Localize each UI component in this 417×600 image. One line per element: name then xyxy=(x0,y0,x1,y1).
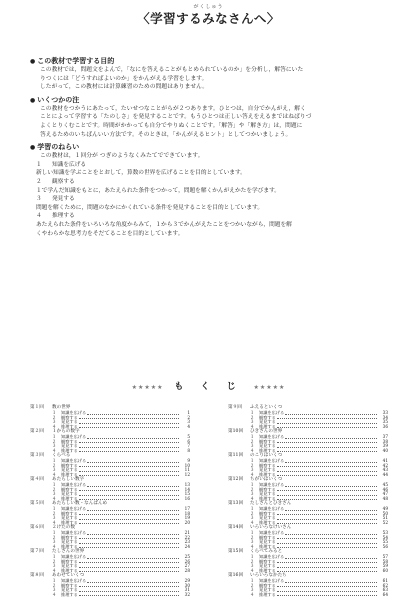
page-number: 25 xyxy=(184,554,190,559)
page-number: 22 xyxy=(184,534,190,540)
page-number: 26 xyxy=(184,558,190,564)
toc-sub-item: １ 知識を広げる 17 xyxy=(52,506,190,511)
page-number: 6 xyxy=(187,438,190,444)
title-block xyxy=(0,4,417,27)
page-number: 35 xyxy=(382,419,388,424)
toc-sub-item: ２ 観察する 58 xyxy=(250,558,388,564)
page-number: 43 xyxy=(382,467,388,472)
page-number: 10 xyxy=(184,462,190,468)
toc-chapter xyxy=(228,477,388,501)
page-number: 53 xyxy=(382,530,388,535)
toc-chapter xyxy=(30,525,190,549)
page-number: 15 xyxy=(184,491,190,496)
chapter-number: 第14回 xyxy=(228,525,244,530)
section-heading-label: この教材で学習する目的 xyxy=(37,57,115,65)
page-number: 7 xyxy=(187,443,190,448)
toc-sub-item: ３ 発見する 19 xyxy=(52,515,190,520)
toc-sub-item: ２ 観察する 14 xyxy=(52,486,190,492)
page-number: 64 xyxy=(382,591,388,597)
page-number: 36 xyxy=(382,423,388,429)
chapter-title: いろいろなけいさん xyxy=(250,525,292,530)
toc-sub-item: ４ 推理する 20 xyxy=(52,519,190,525)
page-number: 29 xyxy=(184,578,190,583)
paragraph-line: この教材は，１回分が つぎのようなくみたてでできています。 xyxy=(40,153,204,160)
page-number: 42 xyxy=(382,462,388,468)
chapter-title: くらべる xyxy=(52,453,71,458)
toc-chapter xyxy=(30,549,190,573)
toc-sub-item: １ 知識を広げる 37 xyxy=(250,434,388,439)
page-number: 3 xyxy=(187,419,190,424)
aim-item: １ 知識を広げる xyxy=(36,161,87,168)
toc-sub-item: ４ 推理する 28 xyxy=(52,567,190,573)
toc-sub-item: ４ 推理する 16 xyxy=(52,495,190,501)
toc-sub-item: ４ 推理する 32 xyxy=(52,591,190,597)
toc-chapter xyxy=(228,525,388,549)
star-decoration-right: ★★★★★ xyxy=(253,384,286,391)
toc-sub-item: １ 知識を広げる 53 xyxy=(250,530,388,535)
page-number: 56 xyxy=(382,543,388,549)
toc-sub-item: １ 知識を広げる 61 xyxy=(250,578,388,583)
toc-sub-item: １ 知識を広げる 21 xyxy=(52,530,190,535)
page-number: 46 xyxy=(382,486,388,492)
toc-chapter xyxy=(30,501,190,525)
toc-sub-item: ２ 観察する 2 xyxy=(52,414,190,420)
page-number: 32 xyxy=(184,591,190,597)
page-number: 33 xyxy=(382,410,388,415)
toc-sub-item: ３ 発見する 39 xyxy=(250,443,388,448)
toc-sub-item: ３ 発見する 59 xyxy=(250,563,388,568)
page-number: 24 xyxy=(184,543,190,549)
toc-sub-item: ４ 推理する 24 xyxy=(52,543,190,549)
paragraph-line: ことによって学習する「たのしさ」を発見することです。もうひとつは正しい答えをえるまではねばりづ xyxy=(40,114,312,121)
toc-sub-item: ２ 観察する 46 xyxy=(250,486,388,492)
toc-sub-item: ２ 観察する 18 xyxy=(52,510,190,516)
toc-sub-item: ２ 観察する 22 xyxy=(52,534,190,540)
toc-title: も く じ xyxy=(174,382,243,392)
toc-column-right xyxy=(228,405,388,597)
chapter-number: 第13回 xyxy=(228,501,244,506)
page-number: 13 xyxy=(184,482,190,487)
toc-sub-item: ４ 推理する 48 xyxy=(250,495,388,501)
toc-sub-item: ３ 発見する 35 xyxy=(250,419,388,424)
bullet-icon: ● xyxy=(30,144,36,152)
toc-sub-item: ４ 推理する 64 xyxy=(250,591,388,597)
toc-heading xyxy=(0,381,417,394)
toc-sub-item: ３ 発見する 63 xyxy=(250,587,388,592)
toc-sub-item: ３ 発見する 27 xyxy=(52,563,190,568)
intro-text xyxy=(30,57,398,238)
toc-chapter xyxy=(228,453,388,477)
page-number: 55 xyxy=(382,539,388,544)
page-number: 8 xyxy=(187,447,190,453)
page-number: 1 xyxy=(187,410,190,415)
aim-desc: 問題を解くために，問題のなかにかくれている条件を発見することを目的としています。 xyxy=(36,204,264,211)
page-number: 51 xyxy=(382,515,388,520)
aim-item: ４ 推理する xyxy=(36,213,75,220)
page-number: 47 xyxy=(382,491,388,496)
toc-sub-item: ３ 発見する 3 xyxy=(52,419,190,424)
toc-chapter xyxy=(228,429,388,453)
toc-sub-item: １ 知識を広げる 1 xyxy=(52,410,190,415)
page-number: 21 xyxy=(184,530,190,535)
chapter-title: あたらしい数・なんばんめ xyxy=(52,501,108,506)
page-number: 4 xyxy=(187,423,190,429)
aim-item: ３ 発見する xyxy=(36,196,75,203)
page-number: 44 xyxy=(382,471,388,477)
bullet-icon: ● xyxy=(30,96,36,104)
toc-chapter xyxy=(228,405,388,429)
paragraph-line: よくとりくむことです。時間がかかっても自分でやりぬくことです。「解答」や「解き方」は，問題に xyxy=(40,122,303,129)
page-number: 45 xyxy=(382,482,388,487)
chapter-title: ひきざんの世界 xyxy=(250,429,283,434)
toc-chapter xyxy=(30,477,190,501)
toc-chapter xyxy=(30,429,190,453)
toc-sub-item: １ 知識を広げる 41 xyxy=(250,458,388,463)
toc-sub-item: １ 知識を広げる 33 xyxy=(250,410,388,415)
toc-sub-item: ２ 観察する 50 xyxy=(250,510,388,516)
toc-sub-item: ３ 発見する 51 xyxy=(250,515,388,520)
chapter-number: 第１回 xyxy=(30,405,44,410)
chapter-title: ふえるといくつ xyxy=(250,405,283,410)
chapter-number: 第５回 xyxy=(30,501,44,506)
page-number: 19 xyxy=(184,515,190,520)
chapter-number: 第７回 xyxy=(30,549,44,554)
toc-sub-item: １ 知識を広げる 49 xyxy=(250,506,388,511)
toc-sub-item: ３ 発見する 11 xyxy=(52,467,190,472)
toc-sub-item: １ 知識を広げる 9 xyxy=(52,458,190,463)
toc-sub-item: ４ 推理する 12 xyxy=(52,471,190,477)
chapter-title: たしざんとひきざん xyxy=(250,501,292,506)
toc-chapter xyxy=(30,405,190,429)
toc-sub-item: １ 知識を広げる 45 xyxy=(250,482,388,487)
section-heading-label: 学習のねらい xyxy=(37,143,80,152)
paragraph-line: この教材をつかうにあたって，たいせつなことがらが２つあります。ひとつは，自分でかんがえ，解く xyxy=(40,105,306,112)
chapter-title: あたらしい数字 xyxy=(52,477,85,482)
page-number: 59 xyxy=(382,563,388,568)
page-number: 30 xyxy=(184,582,190,588)
toc-sub-item: ３ 発見する 43 xyxy=(250,467,388,472)
chapter-title: いろいろなかたち xyxy=(250,573,287,578)
toc-sub-item: ３ 発見する 23 xyxy=(52,539,190,544)
toc-chapter xyxy=(228,501,388,525)
page-number: 20 xyxy=(184,519,190,525)
aim-item: ２ 観察する xyxy=(36,178,75,185)
bullet-icon: ● xyxy=(30,58,36,65)
chapter-number: 第11回 xyxy=(228,453,244,458)
page-number: 16 xyxy=(184,495,190,501)
chapter-title: 数の世界 xyxy=(52,405,71,410)
toc-sub-item: ３ 発見する 7 xyxy=(52,443,190,448)
page-number: 60 xyxy=(382,567,388,573)
toc-sub-item: １ 知識を広げる 5 xyxy=(52,434,190,439)
paragraph-line: したがって，この教材には計算練習のための問題はありません。 xyxy=(40,84,209,91)
chapter-title: くらべてみると xyxy=(250,549,283,554)
chapter-number: 第15回 xyxy=(228,549,244,554)
section-heading-notes xyxy=(30,96,398,105)
page-number: 31 xyxy=(184,587,190,592)
page-number: 2 xyxy=(187,414,190,420)
aim-desc: 新しい知識を学ぶことをとおして，算数の世界を広げることを目的としています。 xyxy=(36,170,246,177)
title-furigana: がくしゅう xyxy=(193,4,224,10)
toc-sub-item: ４ 推理する 56 xyxy=(250,543,388,549)
page-number: 40 xyxy=(382,447,388,453)
section-heading-purpose xyxy=(30,57,398,66)
page-number: 62 xyxy=(382,582,388,588)
chapter-title: １からの数字 xyxy=(52,429,80,434)
toc-sub-item: ３ 発見する 55 xyxy=(250,539,388,544)
page-number: 18 xyxy=(184,510,190,516)
page-number: 5 xyxy=(187,434,190,439)
page-number: 27 xyxy=(184,563,190,568)
toc-sub-item: ２ 観察する 34 xyxy=(250,414,388,420)
toc-sub-item: ３ 発見する 47 xyxy=(250,491,388,496)
chapter-number: 第６回 xyxy=(30,525,44,530)
section-heading-label: いくつかの注 xyxy=(37,95,80,104)
toc-chapter xyxy=(228,573,388,597)
toc-sub-item: １ 知識を広げる 25 xyxy=(52,554,190,559)
aim-desc: １で学んだ知識をもとに，あたえられた条件をつかって，問題を解くかんがえかたを学びます。 xyxy=(36,187,280,194)
toc-chapter xyxy=(30,453,190,477)
chapter-title: あわせていくつ xyxy=(52,573,85,578)
toc-sub-item: ４ 推理する 40 xyxy=(250,447,388,453)
toc-sub-item: ４ 推理する 44 xyxy=(250,471,388,477)
paragraph-line: りつくには「どうすればよいのか」をかんがえる学習をします。 xyxy=(40,75,208,82)
toc-sub-item: ４ 推理する 60 xyxy=(250,567,388,573)
page-number: 23 xyxy=(184,539,190,544)
page-number: 34 xyxy=(382,414,388,420)
page-number: 17 xyxy=(184,506,190,511)
page-number: 52 xyxy=(382,519,388,525)
page-number: 11 xyxy=(184,467,190,472)
page-number: 61 xyxy=(382,578,388,583)
chapter-number: 第16回 xyxy=(228,573,244,578)
toc-sub-item: １ 知識を広げる 13 xyxy=(52,482,190,487)
page-number: 49 xyxy=(382,506,388,511)
page-number: 37 xyxy=(382,434,388,439)
chapter-title: ２けたの数 xyxy=(52,525,75,530)
page-number: 28 xyxy=(184,567,190,573)
chapter-number: 第４回 xyxy=(30,477,44,482)
page-number: 63 xyxy=(382,587,388,592)
toc-column-left xyxy=(30,405,190,597)
toc-sub-item: １ 知識を広げる 57 xyxy=(250,554,388,559)
toc-sub-item: ４ 推理する 36 xyxy=(250,423,388,429)
chapter-number: 第８回 xyxy=(30,573,44,578)
toc-sub-item: ４ 推理する 4 xyxy=(52,423,190,429)
chapter-number: 第12回 xyxy=(228,477,244,482)
page-number: 14 xyxy=(184,486,190,492)
page-number: 48 xyxy=(382,495,388,501)
chapter-number: 第９回 xyxy=(228,405,242,410)
chapter-number: 第10回 xyxy=(228,429,244,434)
toc-chapter xyxy=(228,549,388,573)
toc-sub-item: ２ 観察する 38 xyxy=(250,438,388,444)
page-number: 39 xyxy=(382,443,388,448)
aim-desc: くやわらかな思考力をそだてることを目的としています。 xyxy=(36,230,184,237)
toc-sub-item: ２ 観察する 54 xyxy=(250,534,388,540)
chapter-title: たしざんの世界 xyxy=(52,549,85,554)
page-title: 〈学習するみなさんへ〉 xyxy=(137,11,280,26)
chapter-number: 第３回 xyxy=(30,453,44,458)
paragraph-line: この教材では，問題文をよんで，「なにを答えることがもとめられているのか」を分析し，解答にいた xyxy=(40,67,304,73)
page-number: 58 xyxy=(382,558,388,564)
page-number: 9 xyxy=(187,458,190,463)
toc-sub-item: １ 知識を広げる 29 xyxy=(52,578,190,583)
toc-chapter xyxy=(30,573,190,597)
chapter-number: 第２回 xyxy=(30,429,44,434)
toc-sub-item: ２ 観察する 6 xyxy=(52,438,190,444)
toc-sub-item: ２ 観察する 62 xyxy=(250,582,388,588)
toc-sub-item: ２ 観察する 26 xyxy=(52,558,190,564)
chapter-title: ちがいはいくつ xyxy=(250,477,283,482)
page-number: 41 xyxy=(382,458,388,463)
toc-sub-item: ２ 観察する 10 xyxy=(52,462,190,468)
toc-sub-item: ２ 観察する 42 xyxy=(250,462,388,468)
paragraph-line: 答えるためのいちばんいい方法です。そのときは，「かんがえるヒント」としてつかいましょう。 xyxy=(40,131,292,138)
star-decoration-left: ★★★★★ xyxy=(131,384,164,391)
toc-sub-item: ４ 推理する 52 xyxy=(250,519,388,525)
page-number: 57 xyxy=(382,554,388,559)
toc-sub-item: ４ 推理する 8 xyxy=(52,447,190,453)
page-number: 50 xyxy=(382,510,388,516)
toc-sub-item: ３ 発見する 31 xyxy=(52,587,190,592)
section-heading-aims xyxy=(30,143,398,152)
toc-sub-item: ２ 観察する 30 xyxy=(52,582,190,588)
aims-list xyxy=(30,161,398,238)
chapter-title: のこりはいくつ xyxy=(250,453,283,458)
page-number: 12 xyxy=(184,471,190,477)
aim-desc: あたえられた条件をいろいろな角度からみて，１から３でかんがえたことをつかいながら，問題を解 xyxy=(36,221,292,228)
page-number: 54 xyxy=(382,534,388,540)
page-number: 38 xyxy=(382,438,388,444)
toc-sub-item: ３ 発見する 15 xyxy=(52,491,190,496)
